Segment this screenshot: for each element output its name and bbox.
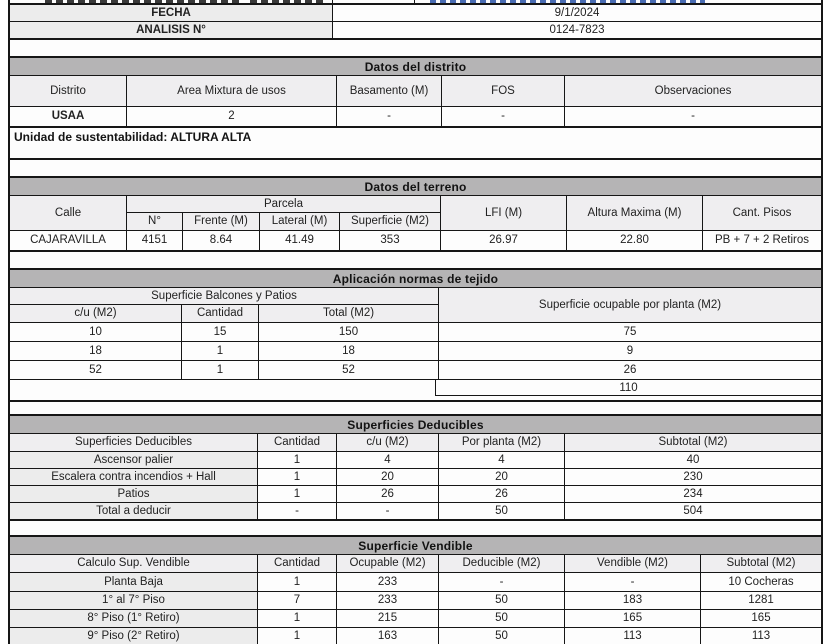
analysis-sheet: [8, 0, 823, 642]
column-header: Ocupable (M2): [337, 555, 438, 572]
section-superficies-deducibles: [8, 414, 823, 521]
cell: 150: [259, 323, 438, 341]
cell: 52: [259, 361, 438, 379]
column-header: c/u (M2): [10, 305, 181, 322]
cell: 50: [439, 503, 564, 519]
cell: 26: [337, 486, 438, 502]
tejido-table: [10, 288, 821, 379]
column-header: Deducible (M2): [439, 555, 564, 572]
column-header: Vendible (M2): [565, 555, 700, 572]
cell: 1: [258, 610, 336, 627]
column-header: Lateral (M): [260, 213, 339, 230]
column-header: Frente (M): [183, 213, 259, 230]
column-header: Altura Maxima (M): [567, 196, 702, 230]
cell: -: [565, 107, 821, 126]
column-header: N°: [127, 213, 182, 230]
cell: -: [442, 107, 564, 126]
cell: 10 Cocheras: [701, 573, 821, 591]
cell: 1: [258, 628, 336, 644]
cell: 1: [182, 361, 258, 379]
cell: 183: [565, 592, 700, 609]
section-datos-distrito: [8, 56, 823, 160]
cell-divider: [414, 0, 415, 3]
column-header: Basamento (M): [337, 76, 441, 106]
tejido-total-row: [10, 379, 821, 396]
column-header: Por planta (M2): [439, 434, 564, 451]
cell: 113: [701, 628, 821, 644]
cell: 20: [439, 469, 564, 485]
cell: 26: [439, 486, 564, 502]
cell: 163: [337, 628, 438, 644]
cell: 7: [258, 592, 336, 609]
section-superficie-vendible: [8, 535, 823, 644]
analisis-value: 0124-7823: [333, 22, 821, 38]
column-header: Cantidad: [258, 434, 336, 451]
column-header: Observaciones: [565, 76, 821, 106]
cell: 40: [565, 452, 821, 468]
column-header: Superficie (M2): [340, 213, 440, 230]
cell: -: [258, 503, 336, 519]
cell: 50: [439, 628, 564, 644]
cell: 22.80: [567, 231, 702, 250]
cell: -: [337, 503, 438, 519]
section-title: Superficie Vendible: [10, 537, 821, 555]
cell: -: [565, 573, 700, 591]
column-header: LFI (M): [441, 196, 566, 230]
cell: 504: [565, 503, 821, 519]
analisis-label: ANALISIS N°: [10, 22, 332, 38]
sustentabilidad-note: Unidad de sustentabilidad: ALTURA ALTA: [10, 126, 821, 158]
cell: 26: [439, 361, 821, 379]
cropped-text-remnant: [45, 0, 240, 3]
cell: 75: [439, 323, 821, 341]
meta-table: [8, 5, 823, 40]
cell: -: [337, 107, 441, 126]
section-title: Datos del distrito: [10, 58, 821, 76]
section-title: Aplicación normas de tejido: [10, 270, 821, 288]
column-header: Cant. Pisos: [703, 196, 821, 230]
column-group-header: Parcela: [127, 196, 440, 212]
row-label: Planta Baja: [10, 573, 257, 591]
cell: 52: [10, 361, 181, 379]
row-label: 1° al 7° Piso: [10, 592, 257, 609]
cell: 26.97: [441, 231, 566, 250]
cell: 113: [565, 628, 700, 644]
cell: 9: [439, 342, 821, 360]
row-label: 9° Piso (2° Retiro): [10, 628, 257, 644]
cell: -: [439, 573, 564, 591]
cropped-text-remnant: [250, 0, 325, 3]
cell: 4: [337, 452, 438, 468]
cell: 50: [439, 610, 564, 627]
cell: 234: [565, 486, 821, 502]
section-title: Datos del terreno: [10, 178, 821, 196]
vendible-table: [10, 555, 821, 644]
column-header: Area Mixtura de usos: [127, 76, 336, 106]
spacer: [10, 396, 821, 400]
cell: 233: [337, 592, 438, 609]
section-spacer: [8, 252, 823, 268]
terreno-table: [10, 196, 821, 250]
column-header: c/u (M2): [337, 434, 438, 451]
column-header: Total (M2): [259, 305, 438, 322]
section-title: Superficies Deducibles: [10, 416, 821, 434]
section-spacer: [8, 40, 823, 56]
column-header: Cantidad: [182, 305, 258, 322]
column-header: Superficies Deducibles: [10, 434, 257, 451]
empty-cell: [10, 380, 436, 396]
cell: 1: [258, 469, 336, 485]
section-spacer: [8, 160, 823, 176]
cropped-link-remnant: [430, 0, 705, 3]
column-header: FOS: [442, 76, 564, 106]
cell: 2: [127, 107, 336, 126]
column-header: Subtotal (M2): [565, 434, 821, 451]
fecha-value: 9/1/2024: [333, 5, 821, 21]
distrito-table: [10, 76, 821, 126]
column-header: Superficie ocupable por planta (M2): [439, 288, 821, 322]
cell: 18: [259, 342, 438, 360]
cell: 230: [565, 469, 821, 485]
cell: 41.49: [260, 231, 339, 250]
row-label: Patios: [10, 486, 257, 502]
cell-divider: [332, 0, 333, 3]
cell: 1: [258, 486, 336, 502]
cell: 1: [182, 342, 258, 360]
cell: 50: [439, 592, 564, 609]
cropped-top-row: [8, 0, 823, 5]
section-normas-tejido: [8, 268, 823, 402]
row-label: Escalera contra incendios + Hall: [10, 469, 257, 485]
cell: PB + 7 + 2 Retiros: [703, 231, 821, 250]
cell: 165: [701, 610, 821, 627]
cell: 4: [439, 452, 564, 468]
cell: 1281: [701, 592, 821, 609]
column-header: Cantidad: [258, 555, 336, 572]
cell: 233: [337, 573, 438, 591]
column-header: Subtotal (M2): [701, 555, 821, 572]
section-spacer: [8, 402, 823, 414]
cell: 10: [10, 323, 181, 341]
cell: 1: [258, 452, 336, 468]
row-label: Ascensor palier: [10, 452, 257, 468]
row-label: Total a deducir: [10, 503, 257, 519]
row-label: 8° Piso (1° Retiro): [10, 610, 257, 627]
cell: 15: [182, 323, 258, 341]
column-header: Distrito: [10, 76, 126, 106]
cell: 8.64: [183, 231, 259, 250]
column-header: Calculo Sup. Vendible: [10, 555, 257, 572]
cell: 1: [258, 573, 336, 591]
cell: 4151: [127, 231, 182, 250]
cell: 215: [337, 610, 438, 627]
column-group-header: Superficie Balcones y Patios: [10, 288, 438, 304]
cell: 18: [10, 342, 181, 360]
cell: 165: [565, 610, 700, 627]
cell-calle: CAJARAVILLA: [10, 231, 126, 250]
section-spacer: [8, 521, 823, 535]
section-datos-terreno: [8, 176, 823, 252]
column-header: Calle: [10, 196, 126, 230]
cell: 20: [337, 469, 438, 485]
cell-total-ocupable: 110: [436, 380, 821, 396]
deducibles-table: [10, 434, 821, 519]
fecha-label: FECHA: [10, 5, 332, 21]
cell: 353: [340, 231, 440, 250]
cell-distrito: USAA: [10, 107, 126, 126]
